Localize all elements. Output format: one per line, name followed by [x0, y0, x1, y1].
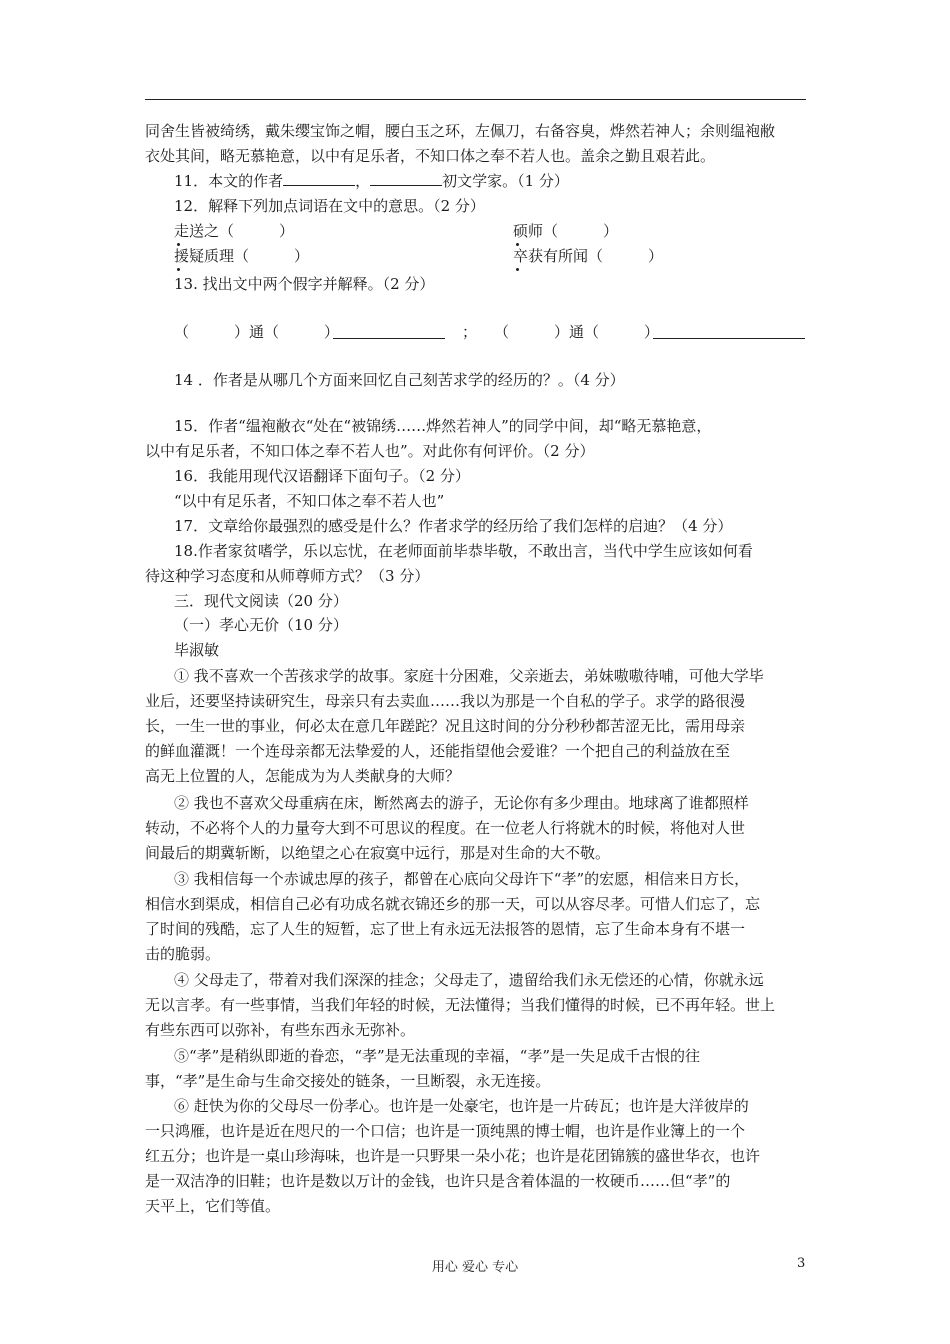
q11-text: 11．本文的作者	[174, 172, 284, 190]
dotted-char: 走	[174, 222, 190, 240]
q13-fill-2: （ ）通（ ）	[494, 323, 660, 341]
word-item	[513, 221, 618, 241]
subsection-heading: （一）孝心无价（10 分）	[174, 616, 348, 634]
question-17: 17．文章给你最强烈的感受是什么？作者求学的经历给了我们怎样的启迪？（4 分）	[174, 517, 733, 535]
question-18-line: 待这种学习态度和从师尊师方式？（3 分）	[145, 567, 430, 585]
dotted-char: 卒	[513, 247, 529, 265]
word-item	[513, 246, 663, 266]
article-line: 天平上，它们等值。	[145, 1197, 281, 1215]
question-15-line: 以中有足乐者，不知口体之奉不若人也”。对此你有何评价。（2 分）	[145, 442, 595, 460]
article-line: 一只鸿雁，也许是近在咫尺的一个口信；也许是一顶纯黑的博士帽，也许是作业簿上的一个	[145, 1122, 746, 1140]
q13-fill-1: （ ）通（ ）	[174, 323, 340, 341]
article-line: ⑤“孝”是稍纵即逝的眷恋，“孝”是无法重现的幸福，“孝”是一失足成千古恨的往	[174, 1047, 701, 1065]
word-rest: 送之（ ）	[189, 222, 295, 240]
q11-blank-author[interactable]	[283, 171, 355, 186]
article-line: 间最后的期冀斩断，以绝望之心在寂寞中远行，那是对生命的大不敬。	[145, 844, 611, 862]
page-number: 3	[797, 1256, 806, 1271]
header-rule	[145, 99, 806, 100]
article-line: 击的脆弱。	[145, 945, 221, 963]
article-line: 相信水到渠成，相信自己必有功成名就衣锦还乡的那一天，可以从容尽孝。可惜人们忘了，忘	[145, 895, 761, 913]
article-line: ④ 父母走了，带着对我们深深的挂念；父母走了，遗留给我们永无偿还的心情，你就永远	[174, 971, 764, 989]
article-line: 业后，还要坚持读研究生，母亲只有去卖血……我以为那是一个自私的学子。求学的路很漫	[145, 692, 746, 710]
question-11	[174, 171, 569, 191]
word-rest: 疑质理（ ）	[189, 247, 310, 265]
q11-comma: ，	[355, 172, 371, 190]
word-rest: 获有所闻（ ）	[528, 247, 664, 265]
dotted-char: 硕	[513, 222, 529, 240]
word-rest: 师（ ）	[528, 222, 619, 240]
question-13: 13. 找出文中两个假字并解释。（2 分）	[174, 275, 435, 293]
word-item	[174, 221, 294, 241]
article-line: ③ 我相信每一个赤诚忠厚的孩子，都曾在心底向父母许下“孝”的宏愿，相信来日方长，	[174, 870, 750, 888]
q11-tail: 初文学家。（1 分）	[442, 172, 569, 190]
page-footer: 用心 爱心 专心	[431, 1260, 519, 1275]
dotted-char: 援	[174, 247, 190, 265]
article-line: 高无上位置的人，怎能成为为人类献身的大师？	[145, 767, 461, 785]
article-line: 事，“孝”是生命与生命交接处的链条，一旦断裂，永无连接。	[145, 1072, 551, 1090]
article-line: 红五分；也许是一桌山珍海味，也许是一只野果一朵小花；也许是花团锦簇的盛世华衣，也许	[145, 1147, 761, 1165]
article-author: 毕淑敏	[174, 641, 220, 659]
article-line: 的鲜血灌溉！一个连母亲都无法挚爱的人，还能指望他会爱谁？一个把自己的利益放在至	[145, 742, 731, 760]
question-16: 16．我能用现代汉语翻译下面句子。（2 分）	[174, 467, 470, 485]
article-line: ⑥ 赶快为你的父母尽一份孝心。也许是一处豪宅，也许是一片砖瓦；也许是大洋彼岸的	[174, 1097, 749, 1115]
article-line: 有些东西可以弥补，有些东西永无弥补。	[145, 1021, 416, 1039]
article-line: 了时间的残酷，忘了人生的短暂，忘了世上有永远无法报答的恩情，忘了生命本身有不堪一	[145, 920, 746, 938]
article-line: ② 我也不喜欢父母重病在床，断然离去的游子，无论你有多少理由。地球离了谁都照样	[174, 794, 749, 812]
question-16-sentence: “以中有足乐者，不知口体之奉不若人也”	[174, 492, 445, 510]
word-item	[174, 246, 309, 266]
question-18: 18.作者家贫嗜学，乐以忘忧，在老师面前毕恭毕敬，不敢出言，当代中学生应该如何看	[174, 542, 753, 560]
article-line: ① 我不喜欢一个苦孩求学的故事。家庭十分困难，父亲逝去，弟妹嗷嗷待哺，可他大学毕	[174, 667, 764, 685]
question-12: 12．解释下列加点词语在文中的意思。（2 分）	[174, 197, 485, 215]
article-line: 无以言孝。有一些事情，当我们年轻的时候，无法懂得；当我们懂得的时候，已不再年轻。世上	[145, 996, 776, 1014]
article-line: 是一双洁净的旧鞋；也许是数以万计的金钱，也许只是含着体温的一枚硬币……但“孝”的	[145, 1172, 731, 1190]
q13-separator: ；	[462, 323, 478, 341]
passage-line: 衣处其间，略无慕艳意，以中有足乐者，不知口体之奉不若人也。盖余之勤且艰若此。	[145, 147, 716, 165]
question-15: 15．作者“缊袍敝衣“处在“被锦绣……烨然若神人”的同学中间，却“略无慕艳意，	[174, 417, 712, 435]
q13-answer-line-2[interactable]	[653, 338, 805, 339]
question-14: 14 ．作者是从哪几个方面来回忆自己刻苦求学的经历的？。（4 分）	[174, 371, 625, 389]
q11-blank-dynasty[interactable]	[370, 171, 442, 186]
q13-answer-line-1[interactable]	[333, 338, 445, 339]
article-line: 长，一生一世的事业，何必太在意几年蹉跎？况且这时间的分分秒秒都苦涩无比，需用母亲	[145, 717, 746, 735]
article-line: 转动，不必将个人的力量夸大到不可思议的程度。在一位老人行将就木的时候，将他对人世	[145, 819, 746, 837]
section-heading: 三．现代文阅读（20 分）	[174, 592, 348, 610]
passage-line: 同舍生皆被绮绣，戴朱缨宝饰之帽，腰白玉之环，左佩刀，右备容臭，烨然若神人；余则缊袍敝	[145, 122, 776, 140]
